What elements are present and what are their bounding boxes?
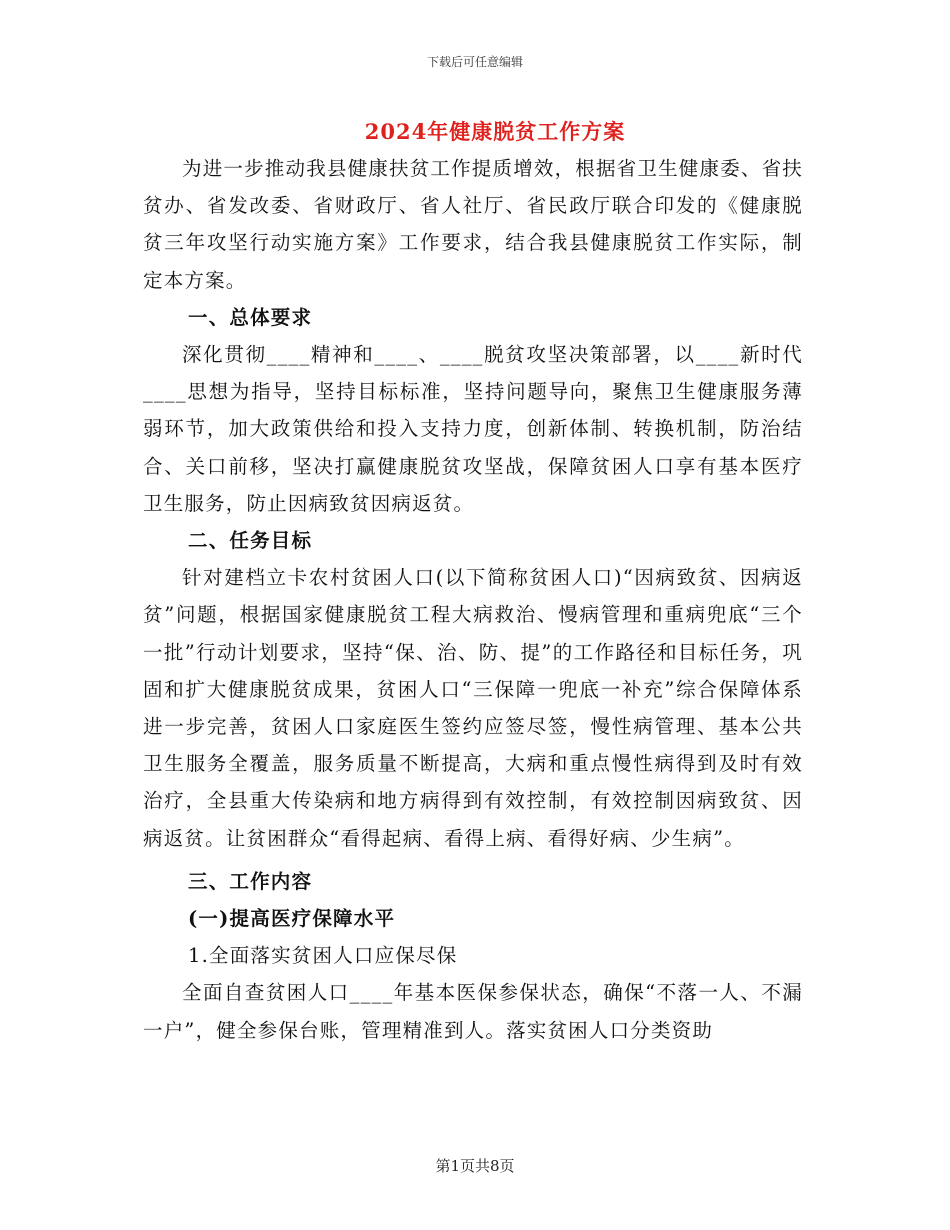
section-heading-work-content: 三、工作内容: [188, 869, 313, 893]
section-body-overall-requirements: 深化贯彻____精神和____、____脱贫攻坚决策部署，以____新时代____思想为指导，坚持目标标准，坚持问题导向，聚焦卫生健康服务薄弱环节，加大政策供给和投入支持力度，创新体制、转换机制，防治结合、关口前移，坚决打赢健康脱贫攻坚战，保障贫困人口享有基本医疗卫生服务，防止因病致贫因病返贫。: [143, 343, 803, 515]
intro-paragraph: 为进一步推动我县健康扶贫工作提质增效，根据省卫生健康委、省扶贫办、省发改委、省财政厅、省人社厅、省民政厅联合印发的《健康脱贫三年攻坚行动实施方案》工作要求，结合我县健康脱贫工作实际，制定本方案。: [143, 157, 804, 292]
item-title-insurance-coverage: 1.全面落实贫困人口应保尽保: [188, 944, 458, 968]
section-heading-overall-requirements: 一、总体要求: [188, 305, 313, 329]
subsection-heading-medical-security: (一)提高医疗保障水平: [188, 907, 396, 931]
document-body: [143, 150, 803, 1049]
page-number-footer: 第1页共8页: [435, 1157, 515, 1175]
section-heading-task-goals: 二、任务目标: [188, 529, 313, 553]
section-body-task-goals: 针对建档立卡农村贫困人口(以下简称贫困人口)“因病致贫、因病返贫”问题，根据国家健康脱贫工程大病救治、慢病管理和重病兜底“三个一批”行动计划要求，坚持“保、治、防、提”的工作路径和目标任务，巩固和扩大健康脱贫成果，贫困人口“三保障一兜底一补充”综合保障体系进一步完善，贫困人口家庭医生签约应签尽签，慢性病管理、基本公共卫生服务全覆盖，服务质量不断提高，大病和重点慢性病得到及时有效治疗，全县重大传染病和地方病得到有效控制，有效控制因病致贫、因病返贫。让贫困群众“看得起病、看得上病、看得好病、少生病”。: [143, 566, 803, 850]
document-title: 2024年健康脱贫工作方案: [364, 119, 626, 144]
item-body-insurance-coverage: 全面自查贫困人口____年基本医保参保状态，确保“不落一人、不漏一户”，健全参保台账，管理精准到人。落实贫困人口分类资助: [143, 981, 803, 1042]
header-note: 下载后可任意编辑: [426, 55, 523, 69]
